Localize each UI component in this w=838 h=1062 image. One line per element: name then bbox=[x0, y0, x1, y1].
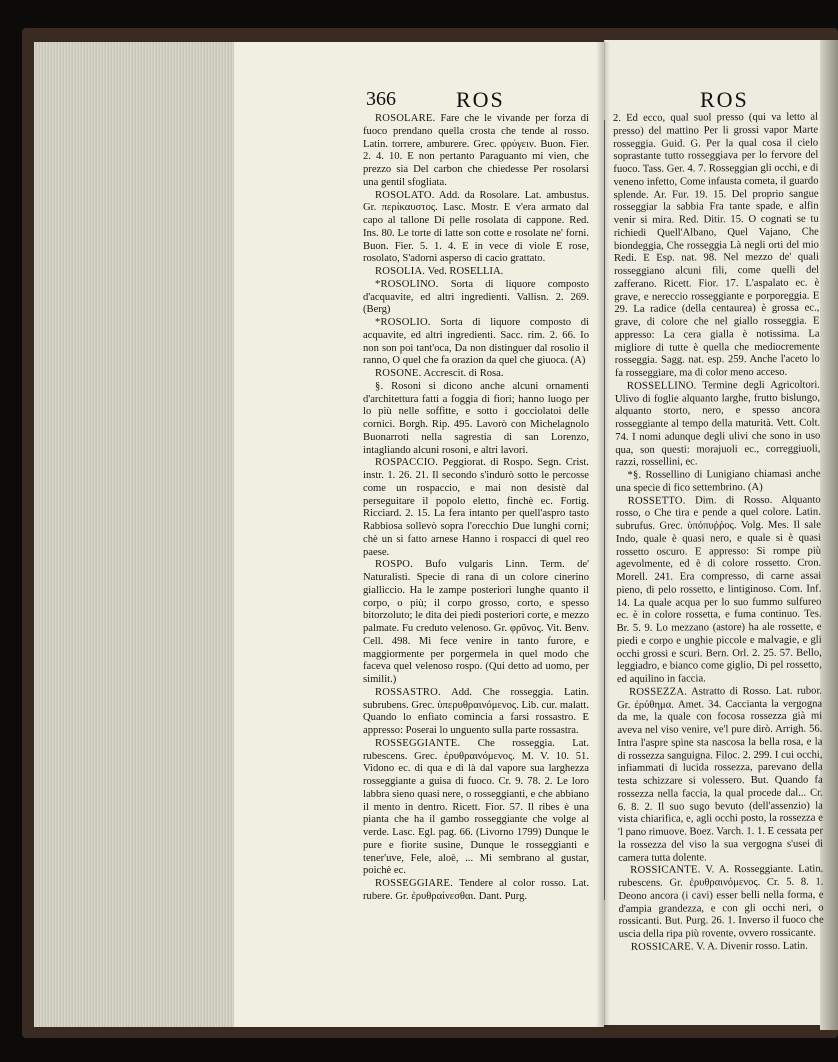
entry-text: Peggiorat. di Rospo. Segn. Crist. instr. 1. 26. 21. Il secondo s'indurò sotto le percosse come un rospaccio, e mai non desistè dal perseguitare il popolo eletto, finchè ec. Fortig. Ricciard. 2. 15. La fera intanto per quell'aspro tasto Rabbiosa sollevò sopra l'orecchio Due lunghi corni; chè un sì fatto arnese Hanno i rospacci di quel reo paese. bbox=[363, 457, 589, 558]
entry-headword: ROSSICARE. bbox=[630, 941, 694, 953]
entry-headword: §. bbox=[375, 380, 384, 392]
entry-text: Tendere al color rosso. Lat. rubere. Gr. ἐρυθραίνεσθαι. Dant. Purg. bbox=[363, 878, 589, 902]
dictionary-entry bbox=[363, 381, 589, 458]
running-head-right: ROS bbox=[700, 87, 749, 112]
dictionary-entry bbox=[615, 379, 821, 470]
entry-headword: ROSOLIA. bbox=[375, 266, 426, 277]
entry-text: Sorta di liquore composto d'acquavite, ed altri ingredienti. Vallisn. 2. 269. (Berg) bbox=[363, 278, 589, 316]
dictionary-entry bbox=[363, 190, 589, 267]
dictionary-entry bbox=[618, 864, 824, 942]
dictionary-entry bbox=[619, 940, 824, 954]
entry-text: Bufo vulgaris Linn. Term. de' Naturalisti. Specie di rana di un colore cinerino gialliccio. Ha le zampe posteriori lunghe quanto il corpo, o più; il corpo grosso, corto, e spesso bitorzoluto; le dita dei piedi posteriori corte, e mezzo palmate. Fu creduto velenoso. Gr. φρῦνος. Vit. Benv. Cell. 498. Mi fece venire in tanto furore, e maggiormente per porgermela in quel modo che faceva quel velenoso rospo. (Qui detto ad uomo, per similit.) bbox=[363, 559, 589, 685]
dictionary-entry bbox=[363, 738, 589, 878]
dictionary-entry bbox=[615, 469, 820, 496]
entry-text: Che rosseggia. Lat. rubescens. Grec. ἐρυθραινόμενος. M. V. 10. 51. Vidono ec. di qua e di là dal vapore sua larghezza rosseggiante a guisa di fuoco. Cr. 9. 78. 2. Le loro labbra sieno quasi nere, o rosseggianti, e che abbiano il mento in dentro. Ricett. Fior. 57. Il ribes è una pianta che ha il gambo rosseggiante che volge al verde. Lasc. Egl. pag. 66. (Livorno 1799) Dunque le pure e fiorite susine, Dunque le rosseggianti e tener'uve, Fele, aloè, ... Mi sembrano al gustar, poichè ec. bbox=[363, 737, 589, 877]
entry-text: 2. Ed ecco, qual suol presso (qui va letto al presso) del mattino Per li grossi vapor Marte rosseggia. Guid. G. Per la qual cosa il cielo soprastante tutto rosseggiava per lo fervore del fuoco. Tass. Ger. 4. 7. Rosseggian gli occhi, e di veneno infetto, Come infausta cometa, il guardo splende. Ar. Fur. 19. 15. Del proprio sangue rosseggiar la sabbia Fra tante spade, e alfin venir si mira. Red. Ditir. 15. O cognati se tu richiedi Quell'Albano, Quel Vajano, Che biondeggia, Che rosseggia Là negli orti del mio Redi. E Esp. nat. 98. Nel mezzo de' quali rosseggiano alcuni fili, come quelli del zafferano. Ricett. Fior. 17. L'aspalato ec. è grave, e nereccio rosseggiante e porporeggia. E 29. La radice (della centaurea) è grossa ec., grave, di colore che nel giallo rosseggia. E appresso: La cera gialla è notissima. La migliore di tutte è quella che mediocremente rosseggia. Sagg. nat. esp. 259. Anche l'aceto lo fa rosseggiare, ma di color meno acceso. bbox=[613, 111, 820, 379]
entry-text: Sorta di liquore composto di acquavite, ed altri ingredienti. Sacc. rim. 2. 66. Io non son poi tant'oca, Da non distinguer dal rosolio il ranno, O quel che fa orazion da quel che giuoca. (A) bbox=[363, 317, 589, 367]
entry-text: Termine degli Agricoltori. Ulivo di foglie alquanto larghe, frutto bislungo, alquanto storto, nero, e spesso ancora rosseggiante al tempo della maturità. Vett. Colt. 74. I nomi adunque degli ulivi che sono in uso qua, son questi: morajuoli ec., correggiuoli, razzi, rossellini, ec. bbox=[614, 379, 821, 469]
entry-headword: ROSSELLINO. bbox=[626, 380, 697, 392]
entry-text: Accrescit. di Rosa. bbox=[423, 368, 504, 379]
entry-text: V. A. Rosseggiante. Latin. rubescens. Gr. ἐρυθραινόμενος. Cr. 5. 8. 1. Deono ancora (i cavi) esser belli nella forma, e d'ampia grandezza, e con gli occhi neri, o rossicanti. But. Purg. 26. 1. Inverso il fuoco che uscia della ripa più rovente, ovvero rossicante. bbox=[618, 863, 824, 940]
entry-text: Add. da Rosolare. Lat. ambustus. Gr. περίκαυστος. Lasc. Mostr. E v'era armato dal capo al tallone Di pelle rosolata di cappone. Red. Ins. 80. Le torte di latte son cotte e rosolate ne' forni. Buon. Fier. 5. 1. 4. E in vece di viole E rose, rosolato, S'adornì asperso di cacio grattato. bbox=[363, 189, 589, 265]
entry-headword: ROSSETTO. bbox=[627, 495, 686, 507]
entry-headword: ROSSASTRO. bbox=[375, 686, 441, 698]
dictionary-entry bbox=[363, 279, 589, 317]
page-number: 366 bbox=[366, 88, 396, 110]
page-edges-stack bbox=[34, 42, 236, 1027]
entry-headword: ROSSEGGIARE. bbox=[375, 878, 454, 889]
entry-text: Rossellino di Lunigiano chiamasi anche una specie di fico settembrino. (A) bbox=[615, 468, 821, 494]
entry-headword: ROSPO. bbox=[375, 559, 413, 571]
entry-text: Add. Che rosseggia. Latin. subrubens. Grec. ὑπερυθραινόμενος. Lib. cur. malatt. Quando lo enfiato comincia a farsi rossastro. E appresso: Poserai lo unguento sulla parte rossastra. bbox=[363, 686, 589, 736]
dictionary-entry bbox=[363, 113, 589, 190]
dictionary-entry bbox=[363, 457, 589, 559]
dictionary-entry bbox=[363, 368, 589, 381]
entry-headword: ROSONE. bbox=[375, 368, 422, 379]
right-column bbox=[613, 112, 824, 1018]
column-rule bbox=[604, 120, 605, 900]
dictionary-entry bbox=[616, 494, 822, 687]
dictionary-entry bbox=[617, 685, 823, 865]
entry-headword: ROSOLARE. bbox=[375, 113, 436, 124]
entry-headword: ROSSICANTE. bbox=[630, 864, 701, 877]
entry-text: Rosoni si dicono anche alcuni ornamenti d'architettura fatti a foggia di fiori; hanno luogo per lo più nelle soffitte, e sotto i gocciolatoi delle cornici. Borgh. Rip. 495. Lavorò con Michelagnolo Buonarroti nella sagrestia di san Lorenzo, intagliando alcuni rosoni, e altri lavori. bbox=[363, 380, 589, 456]
entry-headword: *ROSOLINO. bbox=[375, 278, 439, 290]
entry-headword: *§. bbox=[627, 469, 642, 481]
left-column bbox=[363, 113, 589, 1018]
dictionary-entry bbox=[363, 687, 589, 738]
book-gutter bbox=[596, 42, 610, 1027]
dictionary-entry bbox=[363, 317, 589, 368]
running-head-left: ROS bbox=[456, 87, 505, 112]
entry-headword: ROSSEGGIANTE. bbox=[375, 737, 461, 749]
dictionary-entry bbox=[363, 266, 589, 279]
dictionary-entry bbox=[363, 559, 589, 687]
entry-headword: ROSSEZZA. bbox=[629, 686, 688, 698]
entry-headword: *ROSOLIO. bbox=[375, 317, 431, 328]
entry-text: Fare che le vivande per forza di fuoco prendano quella crosta che tende al rosso. Latin. torrere, amburere. Grec. φρύγειν. Buon. Fier. 2. 4. 10. E non pertanto Paraguanto mi vien, che prezzo sia Del carbon che chiedesse Per rosolarsi una gentil sfogliata. bbox=[363, 113, 589, 188]
entry-headword: ROSPACCIO. bbox=[375, 457, 439, 469]
entry-text: Dim. di Rosso. Alquanto rosso, o Che tira e pende a quel colore. Latin. subrufus. Grec. ὑπόπυῤῥος. Volg. Mes. Il sale Indo, quale è quasi nero, e quale si è quasi rossetto oscuro. E appresso: Si rompe più agevolmente, ed è di colore rossetto. Cron. Morell. 241. Era compresso, di carne assai pieno, di pelo rossetto, e lintiginoso. Com. Inf. 14. La quale acqua per lo suo fummo sulfureo ec. è in colore rossetta, e fuma continuo. Tes. Br. 5. 9. Lo mezzano (astore) ha ale rossette, e piedi e corpo e unghie piccole e malvagie, e gli occhi grossi e scuri. Bern. Orl. 2. 25. 57. Bello, leggiadro, e bianco come giglio, Di pel rossetto, ed aquilino in faccia. bbox=[615, 494, 822, 685]
dictionary-entry bbox=[363, 878, 589, 904]
entry-headword: ROSOLATO. bbox=[375, 189, 435, 201]
entry-text: Astratto di Rosso. Lat. rubor. Gr. ἐρύθημα. Amet. 34. Caccianta la vergogna da me, la quale con focosa rossezza già mi aveva nel viso venire, ve'l pure dirò. Arrigh. 56. Intra l'aspre spine sta nascosa la bella rosa, e la di rossezza sanguigna. Filoc. 2. 299. I cui occhi, infiammati di lucida rossezza, parevano della testa schizzare si volessero. But. Quando fa rossezza nella faccia, la qual procede dal... Cr. 6. 8. 2. Il suo sugo bevuto (dell'assenzio) la vista chiarifica, e, agli occhi posto, la rossezza e 'l pano rimuove. Boez. Varch. 1. 1. E cessata per la rossezza del viso la sua vergogna s'usei di camera tutta dolente. bbox=[617, 685, 824, 864]
entry-text: V. A. Divenir rosso. Latin. bbox=[696, 940, 808, 953]
dictionary-entry bbox=[613, 112, 820, 381]
entry-text: Ved. ROSELLIA. bbox=[427, 266, 504, 277]
